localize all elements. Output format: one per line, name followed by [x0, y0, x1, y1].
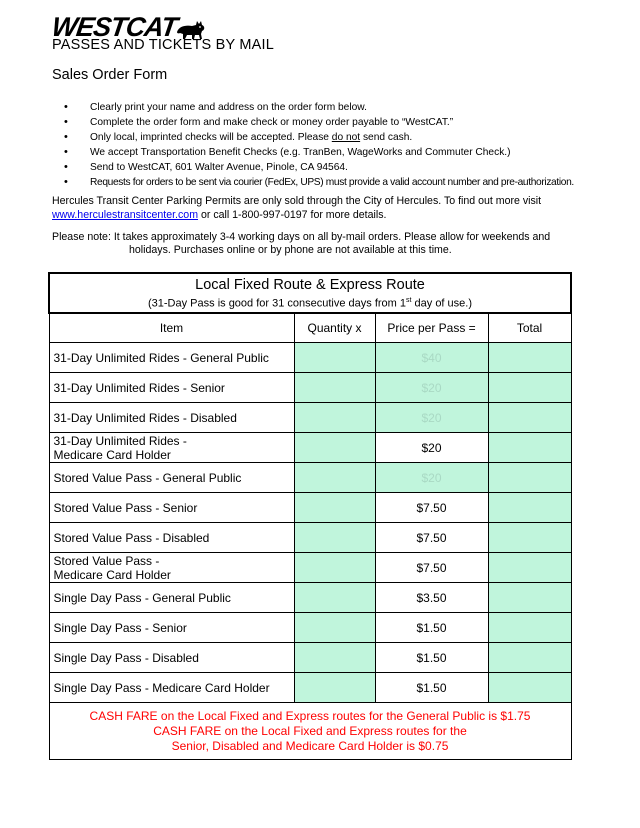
item-label: Single Day Pass - Disabled	[49, 643, 294, 673]
quantity-input[interactable]	[294, 553, 375, 583]
price-cell: $1.50	[375, 673, 488, 703]
instruction-item: • Only local, imprinted checks will be accepted. Please do not send cash.	[52, 130, 612, 145]
price-cell: $20	[375, 403, 488, 433]
instruction-item: • Complete the order form and make check or money order payable to “WestCAT.”	[52, 115, 612, 130]
total-input[interactable]	[488, 403, 571, 433]
price-cell: $1.50	[375, 613, 488, 643]
item-label: Single Day Pass - General Public	[49, 583, 294, 613]
total-input[interactable]	[488, 523, 571, 553]
total-input[interactable]	[488, 433, 571, 463]
table-row	[49, 463, 571, 493]
processing-note: Please note: It takes approximately 3-4 working days on all by-mail orders. Please allow for weekends and holidays. Purchases online or by phone are not available at this time.	[52, 231, 551, 256]
instruction-item: • Requests for orders to be sent via courier (FedEx, UPS) must provide a valid account number and pre-authorization.	[52, 175, 612, 190]
column-header-total: Total	[488, 313, 571, 343]
instruction-item: • Clearly print your name and address on the order form below.	[52, 100, 612, 115]
page-subtitle: PASSES AND TICKETS BY MAIL	[52, 37, 274, 53]
westcat-logo	[49, 12, 206, 42]
column-header-quantity: Quantity x	[294, 313, 375, 343]
parking-info: Hercules Transit Center Parking Permits are only sold through the City of Hercules. To find out more visit www.herculestransitcenter.com or call 1-800-997-0197 for more details.	[52, 195, 542, 221]
item-label: Stored Value Pass - Senior	[49, 493, 294, 523]
table-row	[49, 643, 571, 673]
instruction-item: • We accept Transportation Benefit Checks (e.g. TranBen, WageWorks and Commuter Check.)	[52, 145, 612, 160]
table-header	[49, 273, 571, 313]
table-row	[49, 373, 571, 403]
total-input[interactable]	[488, 343, 571, 373]
cash-fare-notice: CASH FARE on the Local Fixed and Express routes for the General Public is $1.75 CASH FARE on the Local Fixed and Express routes for the Senior, Disabled and Medicare Card Holder is $0.75	[49, 703, 571, 760]
total-input[interactable]	[488, 373, 571, 403]
table-row	[49, 583, 571, 613]
table-subtitle: (31-Day Pass is good for 31 consecutive days from 1st day of use.)	[148, 296, 473, 310]
price-cell: $7.50	[375, 493, 488, 523]
quantity-input[interactable]	[294, 673, 375, 703]
table-row	[49, 553, 571, 583]
total-input[interactable]	[488, 583, 571, 613]
table-row	[49, 343, 571, 373]
table-title: Local Fixed Route & Express Route	[195, 276, 425, 293]
do-not-emphasis: do not	[331, 132, 361, 143]
price-cell: $1.50	[375, 643, 488, 673]
column-header-price: Price per Pass =	[375, 313, 488, 343]
table-row	[49, 493, 571, 523]
table-row	[49, 673, 571, 703]
total-input[interactable]	[488, 643, 571, 673]
quantity-input[interactable]	[294, 583, 375, 613]
item-label: Single Day Pass - Senior	[49, 613, 294, 643]
total-input[interactable]	[488, 493, 571, 523]
price-cell: $20	[375, 373, 488, 403]
brand-wordmark: WESTCAT	[49, 12, 179, 42]
quantity-input[interactable]	[294, 463, 375, 493]
item-label: 31-Day Unlimited Rides - Senior	[49, 373, 294, 403]
item-label: Stored Value Pass - General Public	[49, 463, 294, 493]
total-input[interactable]	[488, 463, 571, 493]
quantity-input[interactable]	[294, 403, 375, 433]
table-row	[49, 403, 571, 433]
item-label: Stored Value Pass - Medicare Card Holder	[49, 553, 294, 583]
hercules-transit-link[interactable]: www.herculestransitcenter.com	[52, 209, 199, 221]
item-label: Stored Value Pass - Disabled	[49, 523, 294, 553]
total-input[interactable]	[488, 553, 571, 583]
price-cell: $20	[375, 463, 488, 493]
item-label: Single Day Pass - Medicare Card Holder	[49, 673, 294, 703]
table-row	[49, 433, 571, 463]
instructions-list	[52, 100, 612, 190]
item-label: 31-Day Unlimited Rides - Medicare Card Holder	[49, 433, 294, 463]
price-cell: $20	[375, 433, 488, 463]
total-input[interactable]	[488, 673, 571, 703]
quantity-input[interactable]	[294, 613, 375, 643]
item-label: 31-Day Unlimited Rides - Disabled	[49, 403, 294, 433]
table-row	[49, 613, 571, 643]
quantity-input[interactable]	[294, 433, 375, 463]
column-header-item: Item	[49, 313, 294, 343]
total-input[interactable]	[488, 613, 571, 643]
form-title: Sales Order Form	[52, 67, 168, 83]
item-label: 31-Day Unlimited Rides - General Public	[49, 343, 294, 373]
price-cell: $3.50	[375, 583, 488, 613]
price-cell: $7.50	[375, 553, 488, 583]
order-table	[48, 272, 572, 760]
quantity-input[interactable]	[294, 523, 375, 553]
instruction-item: • Send to WestCAT, 601 Walter Avenue, Pinole, CA 94564.	[52, 160, 612, 175]
table-row	[49, 523, 571, 553]
price-cell: $40	[375, 343, 488, 373]
quantity-input[interactable]	[294, 493, 375, 523]
quantity-input[interactable]	[294, 373, 375, 403]
quantity-input[interactable]	[294, 343, 375, 373]
quantity-input[interactable]	[294, 643, 375, 673]
price-cell: $7.50	[375, 523, 488, 553]
